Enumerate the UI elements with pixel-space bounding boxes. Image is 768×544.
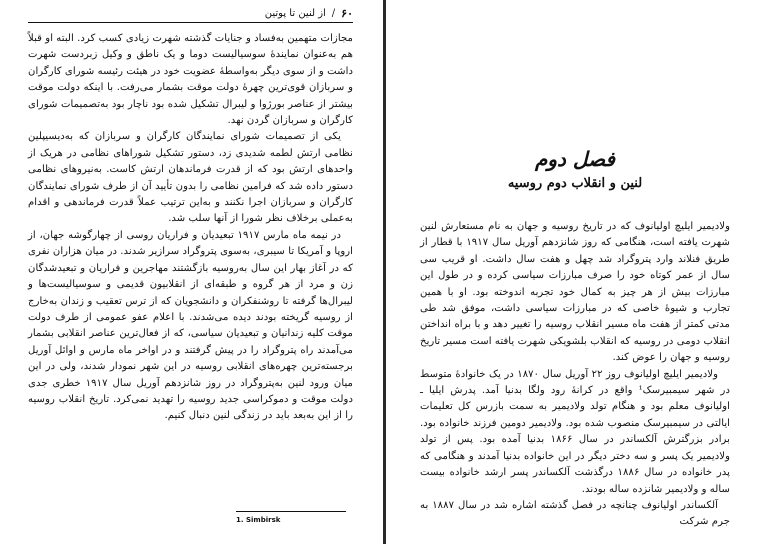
footnote-rule — [236, 511, 346, 512]
chapter-subtitle: لنین و انقلاب دوم روسیه — [507, 176, 643, 191]
left-page — [0, 0, 383, 544]
paragraph: در نیمه ماه مارس ۱۹۱۷ تبعیدیان و فراریان روسی از چهارگوشه جهان، از اروپا و آمریکا تا سیبری، به‌سوی پتروگراد سرازیر شدند. در میان هزاران نفری که در آغاز بهار این سال به‌روسیه بازگشتند مهاجرین و فراریان و تبعیدشدگان زن و مرد از هر گروه و طبقه‌ای از انقلابیون قدیمی و سوسیالیست‌ها و لیبرال‌ها گرفته تا روشنفکران و دانشجویان که از ترس تعقیب و زندان به‌خارج از روسیه گریخته بودند دیده می‌شدند. با اعلام عفو عمومی از طرف دولت موقت کلیه زندانیان و تبعیدیان سیاسی، که از فعال‌ترین عناصر انقلابی بشمار می‌آمدند راه پتروگراد را در پیش گرفتند و در اواخر ماه مارس و اوائل آوریل برجسته‌ترین چهره‌های انقلابی روسیه در این شهر نمودار شدند، ولی در این میان ورود لنین به‌پتروگراد در روز شانزدهم آوریل سال ۱۹۱۷ خطری جدی دولت موقت و دموکراسی جدید روسیه را تهدید نمی‌کرد. تاریخ انقلاب روسیه را از این به‌بعد باید در زندگی لنین دنبال کنیم. — [28, 229, 353, 422]
running-head — [28, 4, 353, 23]
right-body-text — [420, 219, 730, 531]
footnote: 1. Simbirsk — [236, 516, 281, 524]
right-page — [386, 0, 768, 544]
running-title: از لنین تا پوتین — [264, 7, 326, 19]
paragraph: مجازات متهمین به‌فساد و جنایات گذشته شهرت زیادی کسب کرد. البته او قبلاً هم به‌عنوان نمایندهٔ سوسیالیست دوما و یک ناطق و وکیل زبردست شهرت داشت و از سوی دیگر به‌واسطهٔ عضویت خود در هیئت رئیسه شورای کارگران و سربازان قوی‌ترین چهرهٔ دولت موقت بشمار می‌رفت. با اینکه دولت موقت بیشتر از عناصر بورژوا و لیبرال تشکیل شده بود ناچار بود به‌تصمیمات شورای کارگران و سربازان گردن نهد. — [28, 33, 353, 127]
paragraph: ولادیمیر ایلیچ اولیانوف که در تاریخ روسیه و جهان به نام مستعارش لنین شهرت یافته است، هنگامی که روز شانزدهم آوریل سال ۱۹۱۷ با قطار از طریق فنلاند وارد پتروگراد شد چهل و هفت سال داشت. او قریب سی سال از عمر کوتاه خود را صرف مبارزات سیاسی کرده و در طول این مبارزات بیش از هر چیز به کمال خود تجربه اندوخته بود. او با همین تجارب و شیوهٔ خاصی که در مبارزات سیاسی داشت، موفق شد طی مدتی کمتر از هفت ماه مسیر انقلاب روسیه را تغییر دهد و با براه انداختن انقلاب دومی در روسیه که انقلاب بلشویکی شهرت یافته است مسیر تاریخ روسیه و جهان را عوض کند. — [420, 221, 730, 364]
paragraph: ولادیمیر ایلیچ اولیانوف روز ۲۲ آوریل سال ۱۸۷۰ در یک خانوادهٔ متوسط در شهر سیمبیرسک¹ واقع در کرانهٔ رود ولگا بدنیا آمد. پدرش ایلیا ـ اولیانوف معلم بود و هنگام تولد ولادیمیر به سمت بازرس کل تعلیمات ایالتی در سیمبیرسک منصوب شده بود. ولادیمیر دومین فرزند خانواده بود. برادر بزرگترش آلکساندر در سال ۱۸۶۶ بدنیا آمده بود. پس از تولد ولادیمیر یک پسر و سه دختر دیگر در این خانواده بدنیا آمدند و هنگامی که پدر خانواده در سال ۱۸۸۶ درگذشت آلکساندر پسر ارشد خانواده بیست ساله و ولادیمیر شانزده ساله بودند. — [420, 368, 730, 495]
page-number: ۶۰ — [341, 6, 353, 20]
page-separator: / — [331, 7, 336, 19]
paragraph: آلکساندر اولیانوف چنانچه در فصل گذشته اشاره شد در سال ۱۸۸۷ به جرم شرکت — [420, 499, 730, 528]
paragraph: یکی از تصمیمات شورای نمایندگان کارگران و سربازان که به‌دیسیپلین نظامی ارتش لطمه شدیدی زد، دستور تشکیل شوراهای نظامی در هریک از واحدهای ارتش بود که از قدرت فرماندهان ارتش کاست. به‌نیروهای نظامی دستور داده شد که فرامین نظامی را بدون تأیید آن از طرف شورای نمایندگان کارگران و سربازان اجرا نکنند و به‌این ترتیب عملاً قدرت فرماندهی و اقدام به‌عملی برخلاف نظر شورا از آنها سلب شد. — [28, 131, 353, 225]
chapter-title: فصل دوم — [535, 147, 615, 171]
chapter-heading — [420, 146, 730, 191]
left-body-text — [28, 31, 353, 425]
